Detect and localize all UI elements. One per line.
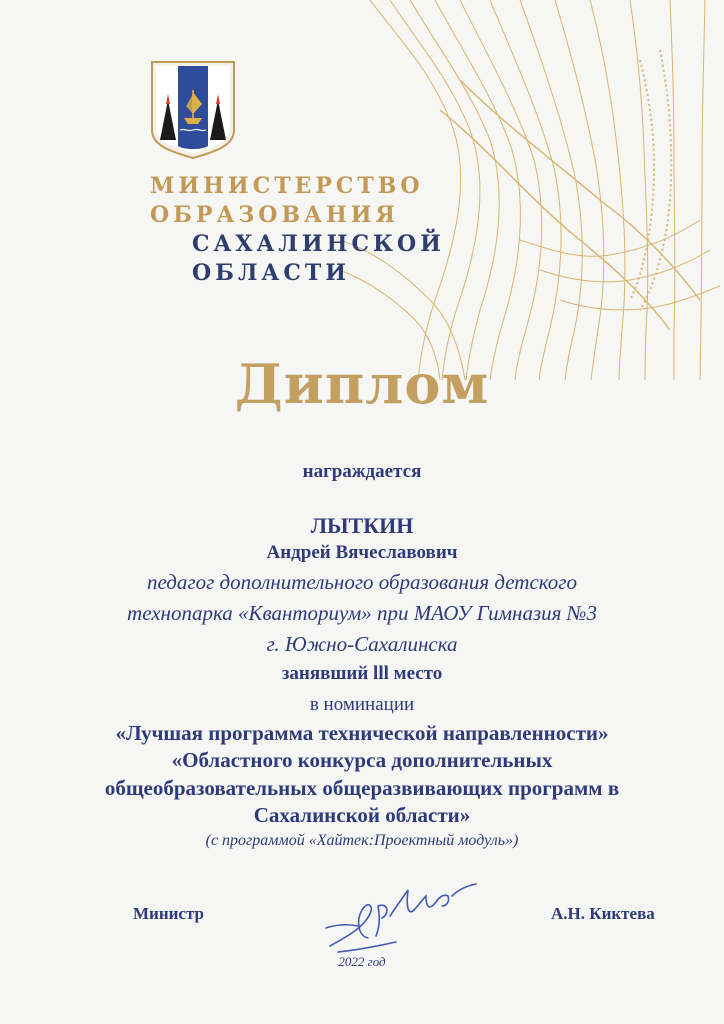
nomination-line-2: «Областного конкурса дополнительных (171, 748, 553, 772)
nomination-line-3: общеобразовательных общеразвивающих программ в (104, 776, 620, 800)
nomination-prefix: в номинации (309, 694, 415, 715)
position-line-3: г. Южно-Сахалинска (266, 632, 458, 656)
recipient-given-names: Андрей Вячеславович (266, 542, 458, 563)
nomination-line-1: «Лучшая программа технической направленности» (115, 721, 609, 745)
signer-name: А.Н. Киктева (551, 904, 655, 923)
document-year: 2022 год (338, 954, 386, 969)
ministry-name (150, 172, 445, 288)
handwritten-signature (318, 866, 488, 956)
nomination-line-4: Сахалинской области» (253, 803, 471, 827)
ministry-line-4: ОБЛАСТИ (192, 260, 351, 286)
place-awarded: занявший lll место (281, 663, 443, 684)
recipient-surname: ЛЫТКИН (310, 513, 414, 538)
sakhalin-coat-of-arms-icon (150, 60, 236, 160)
position-line-1: педагог дополнительного образования детского (147, 570, 577, 594)
ministry-line-1: МИНИСТЕРСТВО (150, 173, 424, 199)
position-line-2: технопарка «Кванториум» при МАОУ Гимназия №3 (127, 601, 597, 625)
awarded-label: награждается (302, 461, 422, 482)
signer-role: Министр (133, 904, 204, 923)
ministry-line-2: ОБРАЗОВАНИЯ (150, 202, 399, 228)
diploma-title: Диплом (234, 352, 490, 416)
program-note: (с программой «Хайтек:Проектный модуль») (205, 832, 519, 849)
ministry-line-3: САХАЛИНСКОЙ (192, 231, 445, 257)
